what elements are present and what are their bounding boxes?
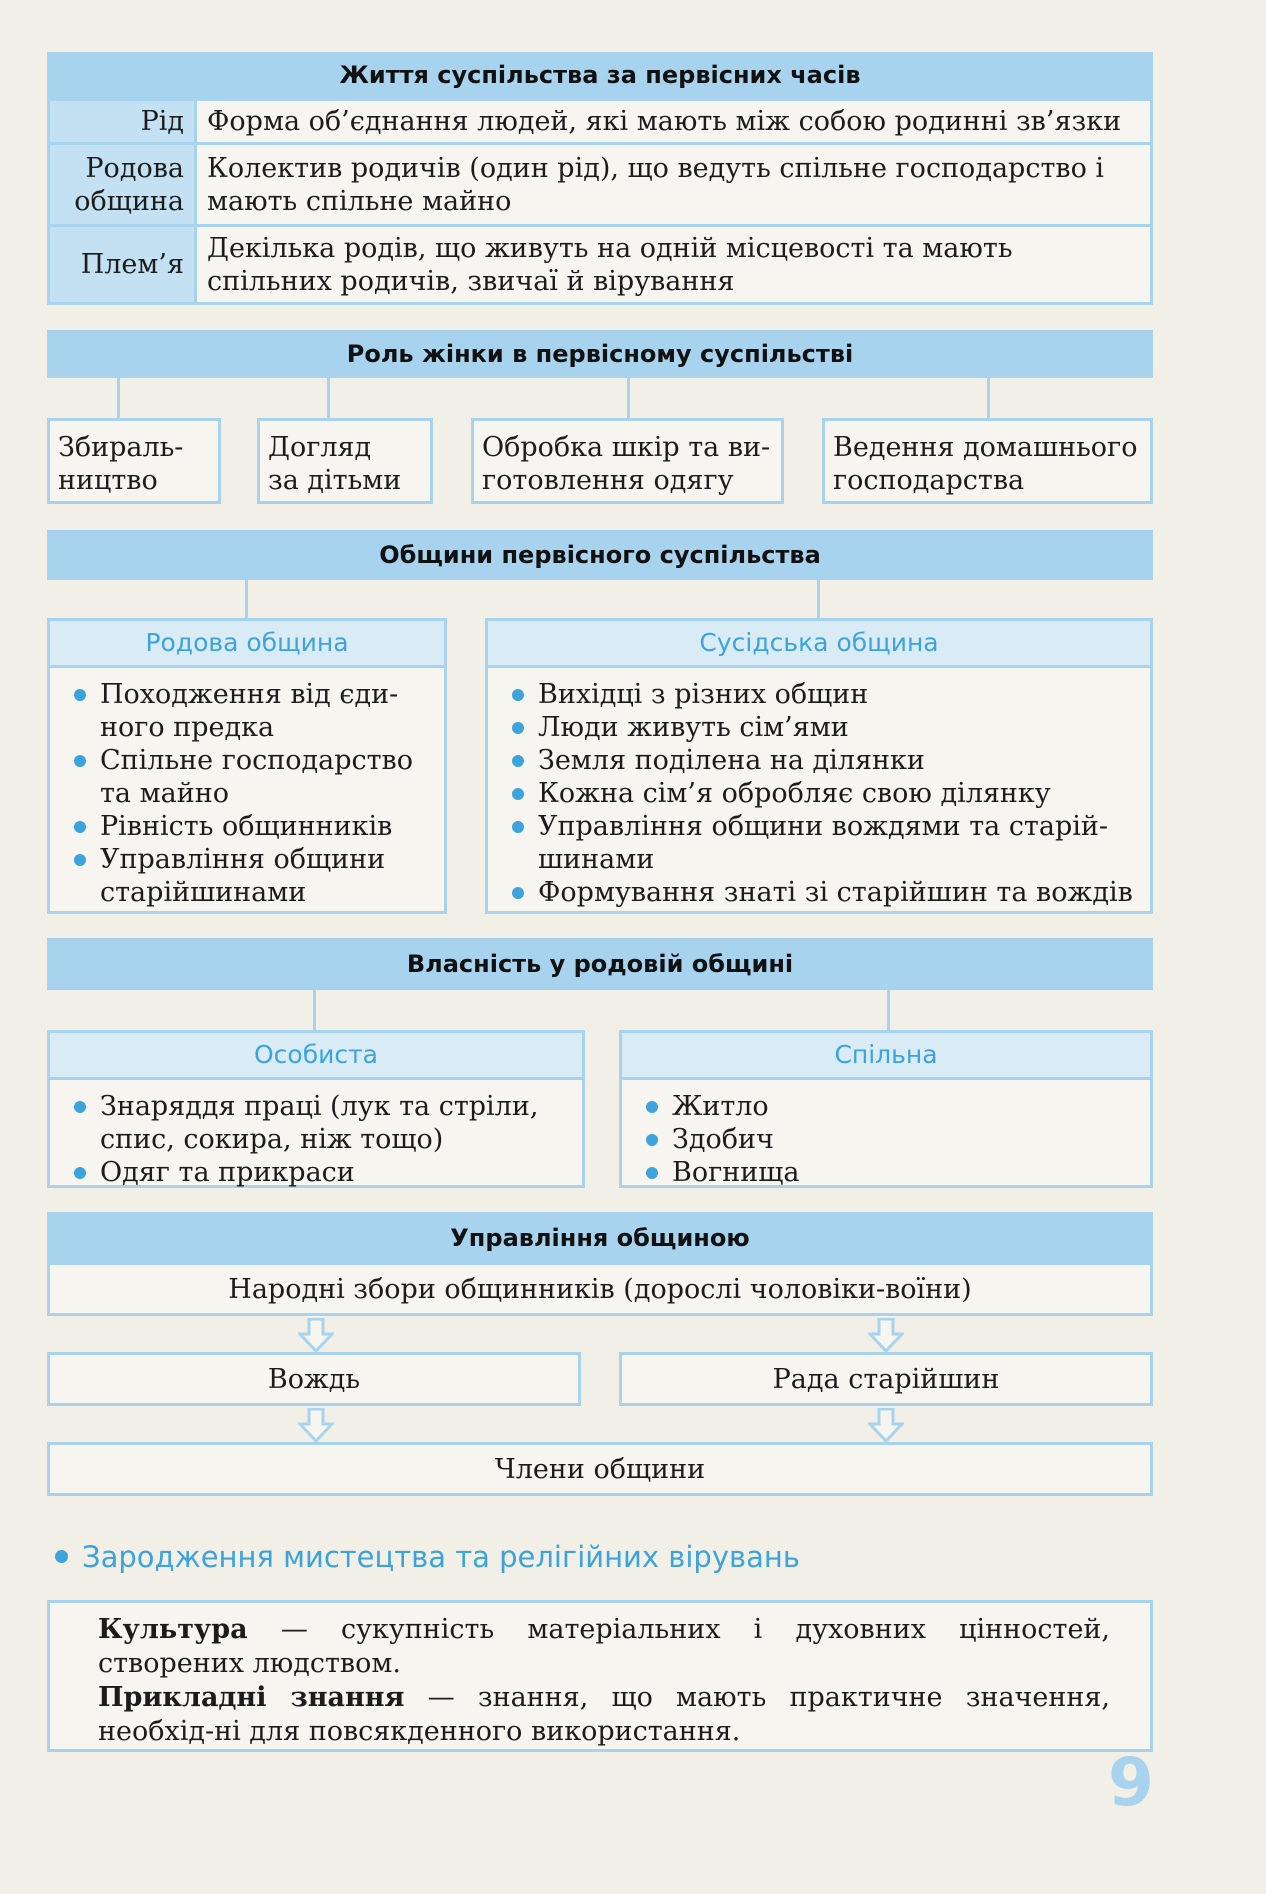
list-item: Кожна сім’я обробляє свою ділянку bbox=[510, 777, 1140, 810]
applied-text: — знання, що мають практичне значення, необхід-ні для повсякденного використання. bbox=[98, 1682, 1110, 1747]
connector-line bbox=[987, 378, 990, 418]
primitive-life-title: Життя суспільства за первісних часів bbox=[47, 52, 1153, 98]
chief-box: Вождь bbox=[47, 1352, 581, 1406]
role-childcare bbox=[257, 418, 433, 504]
clan-community-box bbox=[47, 618, 447, 914]
role-household bbox=[822, 418, 1153, 504]
list-item: Вогнища bbox=[644, 1156, 1140, 1189]
down-arrow-icon bbox=[868, 1408, 904, 1442]
neighbor-community-box bbox=[485, 618, 1153, 914]
table-row bbox=[49, 100, 1152, 144]
personal-property-box bbox=[47, 1030, 585, 1188]
role-line: господарства bbox=[833, 465, 1025, 496]
connector-line bbox=[887, 990, 890, 1030]
list-item: Вихідці з різних общин bbox=[510, 678, 1140, 711]
list-item: Житло bbox=[644, 1090, 1140, 1123]
common-property-title: Спільна bbox=[622, 1033, 1150, 1080]
connector-line bbox=[327, 378, 330, 418]
culture-term: Культура bbox=[98, 1614, 248, 1645]
neighbor-community-title: Сусідська община bbox=[488, 621, 1150, 668]
primitive-life-table bbox=[47, 98, 1153, 305]
connector-line bbox=[117, 378, 120, 418]
definition-cell: Декілька родів, що живуть на одній місцевості та мають спільних родичів, звичаї й вірування bbox=[196, 226, 1152, 304]
definition-cell: Колектив родичів (один рід), що ведуть спільне господарство і мають спільне майно bbox=[196, 144, 1152, 226]
table-row bbox=[49, 226, 1152, 304]
term-cell bbox=[49, 144, 196, 226]
role-line: готовлення одягу bbox=[482, 465, 734, 496]
neighbor-community-list bbox=[488, 668, 1150, 913]
list-item: Здобич bbox=[644, 1123, 1140, 1156]
common-property-list bbox=[622, 1080, 1150, 1193]
list-item: Знаряддя праці (лук та стріли, спис, сокира, ніж тощо) bbox=[72, 1090, 572, 1156]
definitions-box bbox=[47, 1600, 1153, 1752]
list-item: Спільне господарство та майно bbox=[72, 744, 434, 810]
down-arrow-icon bbox=[298, 1318, 334, 1352]
list-item: Управління общини вождями та старій-шинами bbox=[510, 810, 1140, 876]
term-line: община bbox=[74, 185, 184, 217]
role-line: Збираль- bbox=[58, 432, 184, 463]
role-line: Обробка шкір та ви- bbox=[482, 432, 771, 463]
members-box: Члени общини bbox=[47, 1442, 1153, 1496]
role-line: Ведення домашнього bbox=[833, 432, 1138, 463]
applied-term: Прикладні знання bbox=[98, 1682, 405, 1713]
role-leather-clothing bbox=[471, 418, 784, 504]
down-arrow-icon bbox=[298, 1408, 334, 1442]
connector-line bbox=[245, 580, 248, 618]
bullet-icon bbox=[55, 1550, 68, 1563]
applied-knowledge-definition bbox=[98, 1681, 1110, 1749]
communities-title: Общини первісного суспільства bbox=[47, 530, 1153, 580]
term-cell: Плем’я bbox=[49, 226, 196, 304]
art-religion-section-title bbox=[55, 1540, 800, 1574]
assembly-box: Народні збори общинників (дорослі чоловіки-воїни) bbox=[47, 1262, 1153, 1316]
definition-cell: Форма об’єднання людей, які мають між собою родинні зв’язки bbox=[196, 100, 1152, 144]
list-item: Управління общини старійшинами bbox=[72, 843, 434, 909]
table-row bbox=[49, 144, 1152, 226]
list-item: Люди живуть сім’ями bbox=[510, 711, 1140, 744]
list-item: Земля поділена на ділянки bbox=[510, 744, 1140, 777]
clan-community-title: Родова община bbox=[50, 621, 444, 668]
women-role-title: Роль жінки в первісному суспільстві bbox=[47, 330, 1153, 378]
council-box: Рада старійшин bbox=[619, 1352, 1153, 1406]
clan-community-list bbox=[50, 668, 444, 913]
term-line: Родова bbox=[85, 152, 184, 184]
role-line: ництво bbox=[58, 465, 158, 496]
page-number: 9 bbox=[1108, 1744, 1154, 1821]
connector-line bbox=[627, 378, 630, 418]
term-cell: Рід bbox=[49, 100, 196, 144]
down-arrow-icon bbox=[868, 1318, 904, 1352]
culture-definition bbox=[98, 1613, 1110, 1681]
common-property-box bbox=[619, 1030, 1153, 1188]
list-item: Одяг та прикраси bbox=[72, 1156, 572, 1189]
list-item: Формування знаті зі старійшин та вождів bbox=[510, 876, 1140, 909]
property-title: Власність у родовій общині bbox=[47, 938, 1153, 990]
role-line: Догляд bbox=[268, 432, 372, 463]
connector-line bbox=[817, 580, 820, 618]
connector-line bbox=[313, 990, 316, 1030]
personal-property-title: Особиста bbox=[50, 1033, 582, 1080]
section-title-text: Зародження мистецтва та релігійних вірувань bbox=[82, 1540, 800, 1574]
personal-property-list bbox=[50, 1080, 582, 1193]
role-line: за дітьми bbox=[268, 465, 402, 496]
list-item: Рівність общинників bbox=[72, 810, 434, 843]
culture-text: — сукупність матеріальних і духовних цінностей, створених людством. bbox=[98, 1614, 1110, 1679]
role-gathering bbox=[47, 418, 221, 504]
list-item: Походження від єди-ного предка bbox=[72, 678, 434, 744]
governance-title: Управління общиною bbox=[47, 1212, 1153, 1264]
